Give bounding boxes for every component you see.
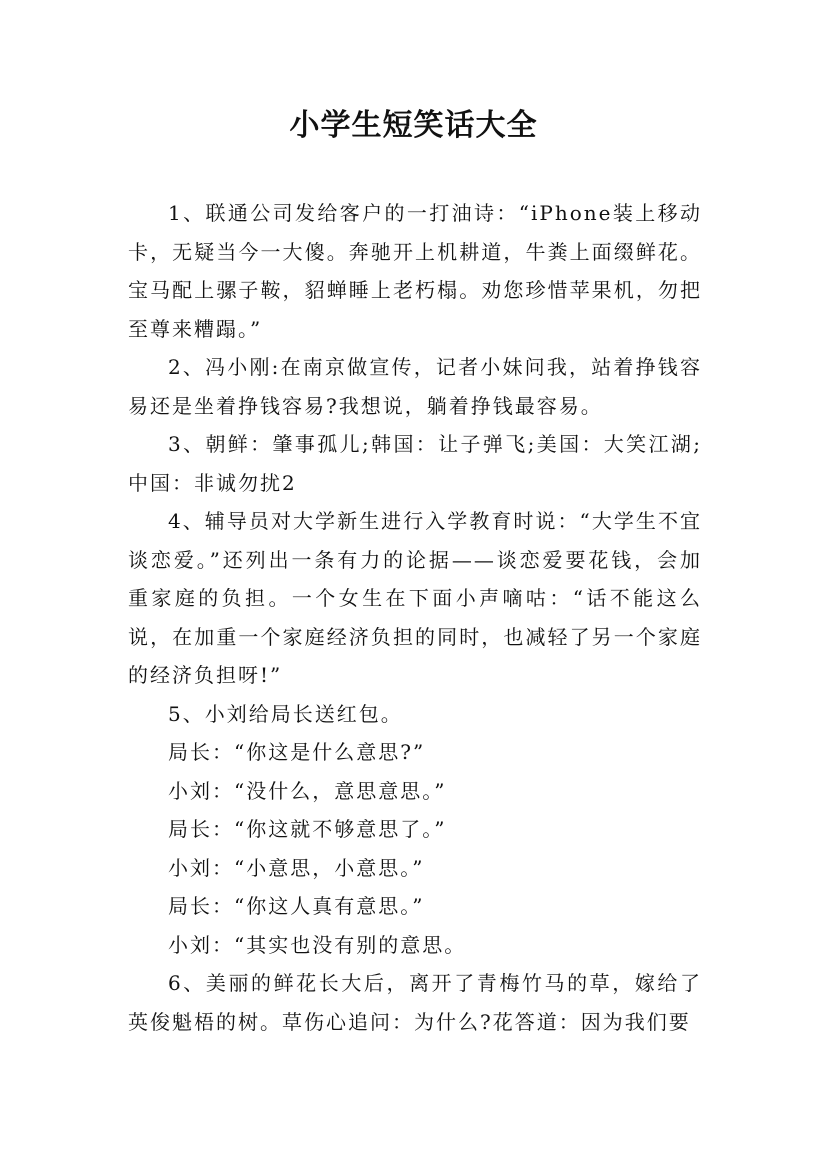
paragraph-joke-1: 1、联通公司发给客户的一打油诗：“iPhone装上移动卡，无疑当今一大傻。奔驰开上机耕道，牛粪上面缀鲜花。宝马配上骡子鞍，貂蝉睡上老朽榻。劝您珍惜苹果机，勿把至尊来糟蹋。” [128,201,702,341]
document-body [128,194,702,1041]
dialogue-line: 局长：“你这就不够意思了。” [168,817,447,841]
dialogue-line: 小刘：“小意思，小意思。” [168,855,425,880]
paragraph-joke-4: 4、辅导员对大学新生进行入学教育时说：“大学生不宜谈恋爱。”还列出一条有力的论据——谈恋爱要花钱，会加重家庭的负担。一个女生在下面小声嘀咕：“话不能这么说，在加重一个家庭经济负担的同时，也减轻了另一个家庭的经济负担呀!” [128,509,702,687]
paragraph-joke-5-intro: 5、小刘给局长送红包。 [168,701,403,726]
paragraph-joke-3: 3、朝鲜：肇事孤儿;韩国：让子弹飞;美国：大笑江湖;中国：非诚勿扰2 [128,432,702,495]
dialogue-line: 局长：“你这是什么意思?” [168,740,426,764]
paragraph-joke-6: 6、美丽的鲜花长大后，离开了青梅竹马的草，嫁给了英俊魁梧的树。草伤心追问：为什么?花答道：因为我们要 [128,971,702,1034]
dialogue-line: 局长：“你这人真有意思。” [168,894,425,918]
dialogue-line: 小刘：“其实也没有别的意思。 [168,932,467,957]
page-title: 小学生短笑话大全 [289,108,538,143]
dialogue-line: 小刘：“没什么，意思意思。” [168,778,447,803]
paragraph-joke-2: 2、冯小刚:在南京做宣传，记者小妹问我，站着挣钱容易还是坐着挣钱容易?我想说，躺着挣钱最容易。 [128,355,702,418]
